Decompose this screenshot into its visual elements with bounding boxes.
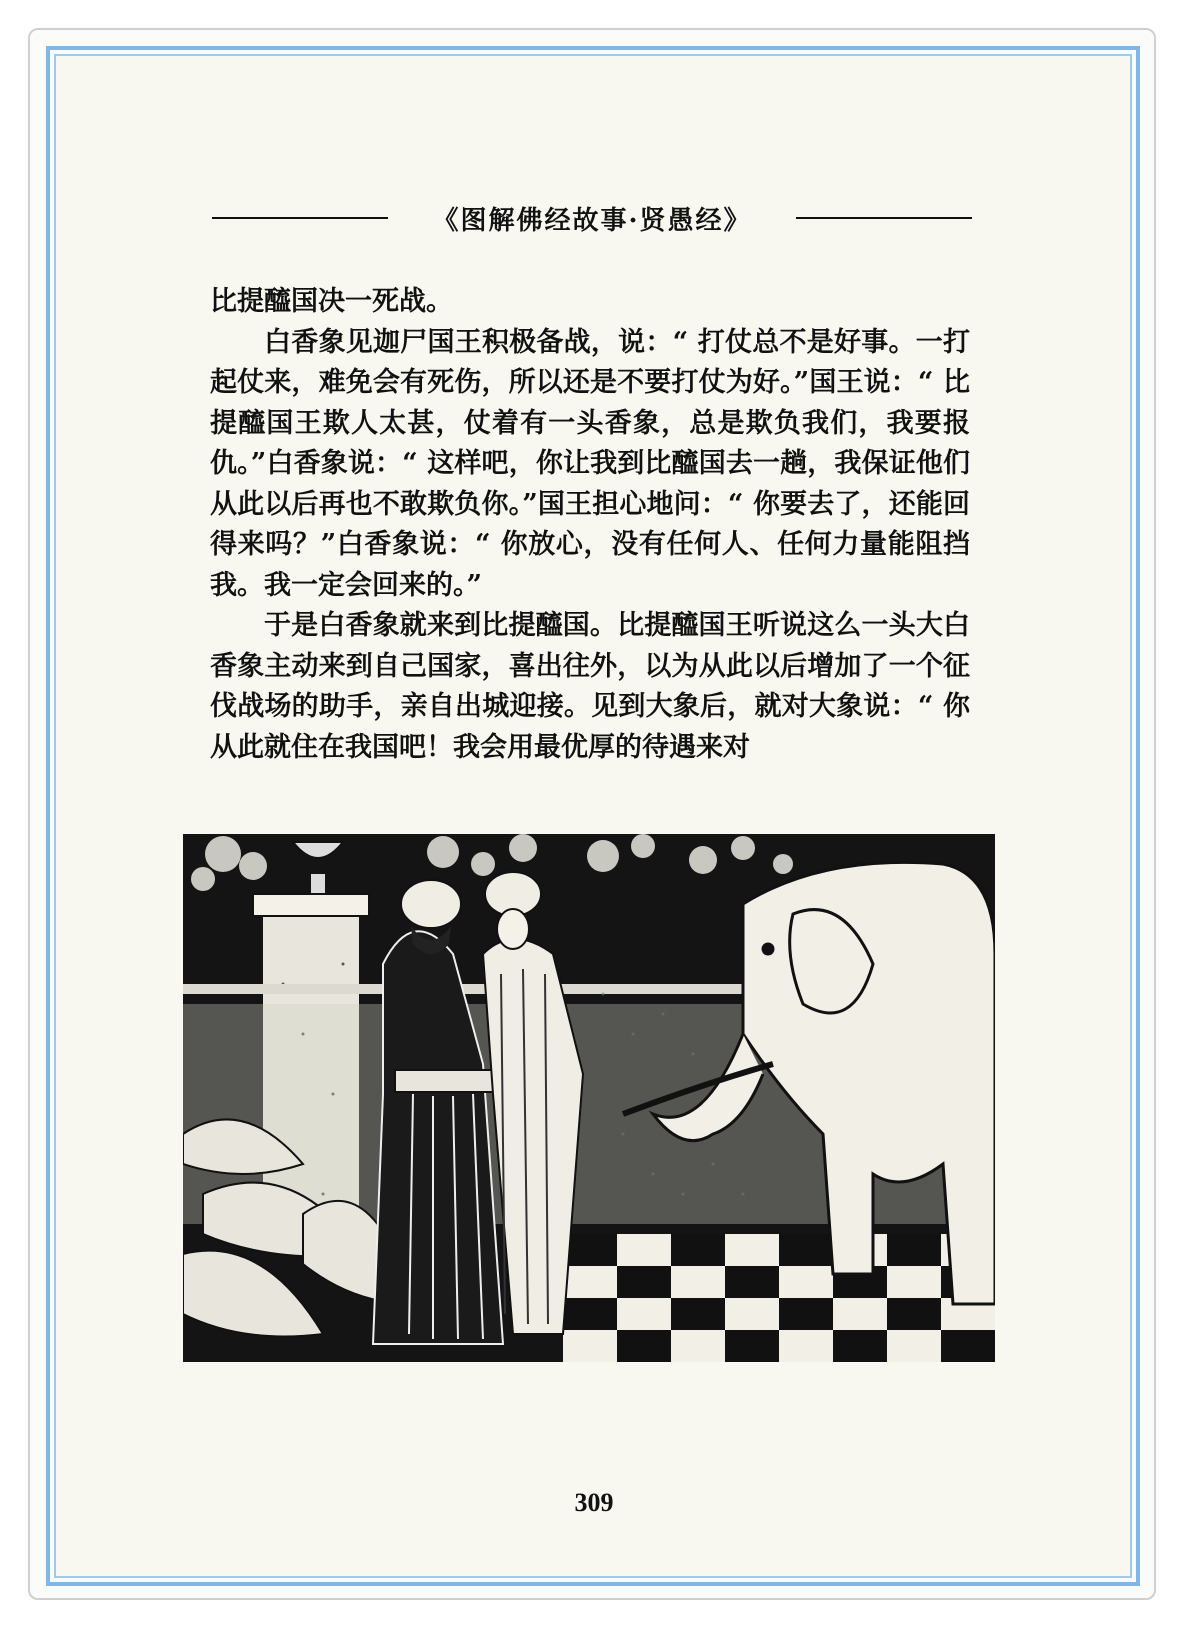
body-text bbox=[210, 282, 970, 768]
paragraph-1: 比提醯国决一死战。 bbox=[210, 286, 453, 317]
paragraph-2: 白香象见迦尸国王积极备战，说：“ 打仗总不是好事。一打起仗来，难免会有死伤，所以还是不要打仗为好。”国王说：“ 比提醯国王欺人太甚，仗着有一头香象，总是欺负我们，我要报仇。”白香象说：“ 这样吧，你让我到比醯国去一趟，我保证他们从此以后再也不敢欺负你。”国王担心地问：“ 你要去了，还能回得来吗？”白香象说：“ 你放心，没有任何人、任何力量能阻挡我。我一定会回来的。” bbox=[210, 326, 970, 601]
running-header bbox=[212, 196, 972, 240]
header-title: 《图解佛经故事·贤愚经》 bbox=[432, 205, 752, 236]
illustration-drawing bbox=[183, 834, 995, 1362]
header-rule-right bbox=[796, 217, 972, 219]
page-number: 309 bbox=[574, 1488, 614, 1517]
paragraph-3: 于是白香象就来到比提醯国。比提醯国王听说这么一头大白香象主动来到自己国家，喜出往外，以为从此以后增加了一个征伐战场的助手，亲自出城迎接。见到大象后，就对大象说：“ 你从此就住在我国吧！我会用最优厚的待遇来对 bbox=[210, 610, 970, 763]
header-rule-left bbox=[212, 217, 388, 219]
illustration bbox=[183, 834, 995, 1362]
